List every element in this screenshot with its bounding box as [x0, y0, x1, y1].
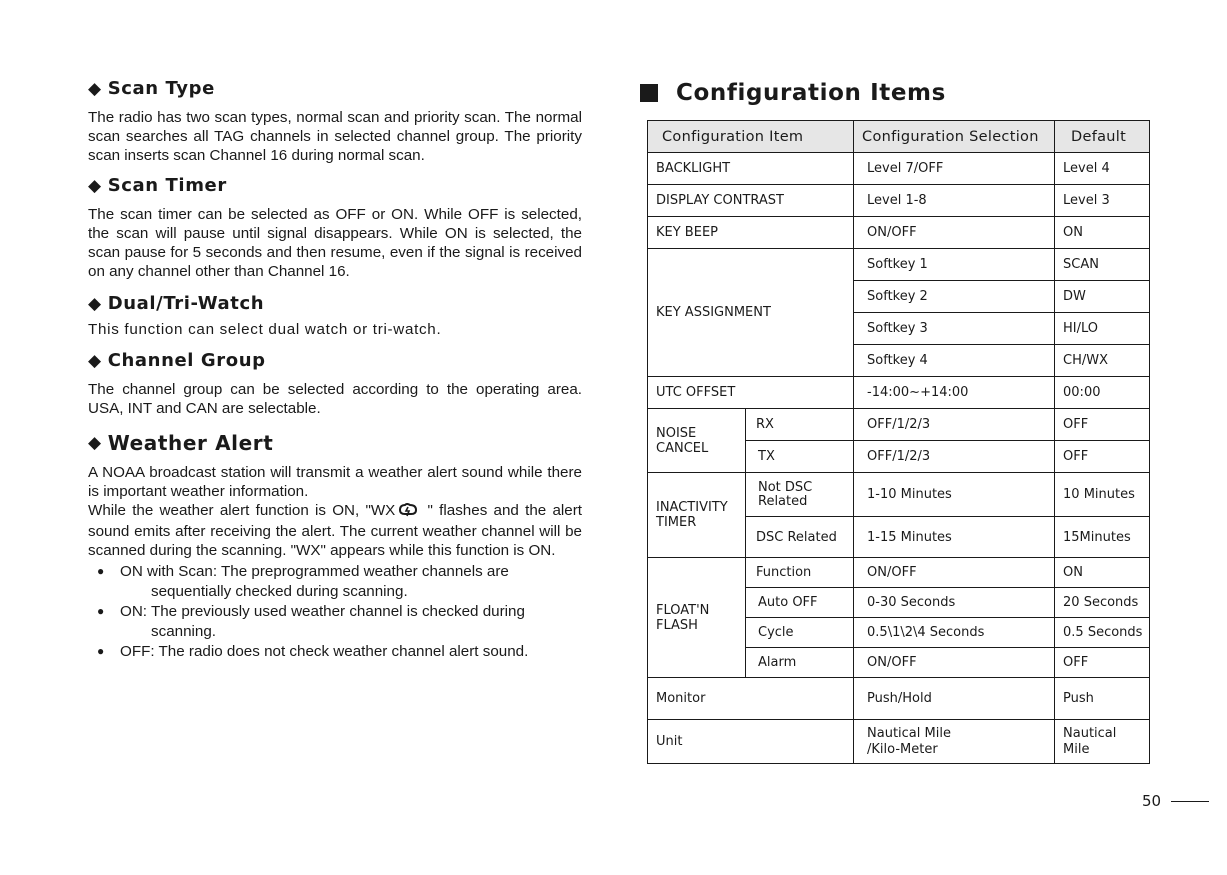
table-row	[648, 153, 1150, 185]
row-selection: -14:00~+14:00	[854, 377, 1055, 409]
row-selection: Softkey 4	[854, 345, 1055, 377]
row-default	[1055, 720, 1150, 764]
table-row	[648, 217, 1150, 249]
row-default: 15Minutes	[1055, 517, 1150, 558]
row-sub-item: Auto OFF	[746, 588, 854, 618]
table-row	[648, 185, 1150, 217]
row-default: OFF	[1055, 409, 1150, 441]
bullet-line: ON: The previously used weather channel is checked during	[120, 603, 525, 620]
row-selection: Softkey 1	[854, 249, 1055, 281]
row-default: 0.5 Seconds	[1055, 618, 1150, 648]
header-config-item: Configuration Item	[648, 121, 854, 153]
row-default: HI/LO	[1055, 313, 1150, 345]
table-row	[648, 473, 1150, 517]
table-row	[648, 558, 1150, 588]
row-sub-item: Cycle	[746, 618, 854, 648]
row-selection: ON/OFF	[854, 558, 1055, 588]
weather-alert-body-2	[88, 501, 582, 560]
dual-tri-watch-title: Dual/Tri-Watch	[107, 293, 265, 314]
weather-alert-title: Weather Alert	[107, 431, 274, 455]
row-default: OFF	[1055, 441, 1150, 473]
dual-tri-watch-heading	[88, 293, 582, 314]
row-selection: ON/OFF	[854, 217, 1055, 249]
list-item	[88, 642, 582, 662]
row-default: OFF	[1055, 648, 1150, 678]
row-default: CH/WX	[1055, 345, 1150, 377]
row-item: BACKLIGHT	[648, 153, 854, 185]
list-item	[88, 602, 582, 641]
channel-group-body: The channel group can be selected according to the operating area. USA, INT and CAN are selectable.	[88, 381, 582, 417]
weather-alert-body-2-post: " flashes and the alert sound emits after receiving the alert. The current weather channel will be scanned during the scanning. "WX" appears while this function is ON.	[88, 502, 582, 559]
row-default: 20 Seconds	[1055, 588, 1150, 618]
weather-alert-wx-icon	[397, 503, 419, 522]
bullet-dot-icon: ●	[97, 644, 105, 658]
row-selection: 1-10 Minutes	[854, 473, 1055, 517]
row-sub-item: Not DSC Related	[746, 473, 854, 517]
row-sub-item: Function	[746, 558, 854, 588]
row-default: Push	[1055, 678, 1150, 720]
scan-type-title: Scan Type	[107, 78, 215, 99]
row-item: KEY BEEP	[648, 217, 854, 249]
row-item: FLOAT'N FLASH	[648, 558, 746, 678]
scan-timer-heading	[88, 175, 582, 196]
bullet-line: ON with Scan: The preprogrammed weather channels are	[120, 563, 509, 580]
weather-alert-body-1: A NOAA broadcast station will transmit a weather alert sound while there is important weather information.	[88, 464, 582, 500]
row-item: INACTIVITY TIMER	[648, 473, 746, 558]
row-item: NOISE CANCEL	[648, 409, 746, 473]
weather-alert-bullets	[88, 562, 582, 662]
scan-timer-body: The scan timer can be selected as OFF or ON. While OFF is selected, the scan will pause until signal disappears. While ON is selected, the scan pause for 5 seconds and then resume, even if the signal is received on any channel other than Channel 16.	[88, 206, 582, 280]
page-number: 50	[1142, 792, 1162, 810]
row-item: KEY ASSIGNMENT	[648, 249, 854, 377]
bullet-line: OFF: The radio does not check weather channel alert sound.	[120, 643, 529, 660]
scan-timer-title: Scan Timer	[107, 175, 227, 196]
row-selection: Push/Hold	[854, 678, 1055, 720]
row-selection: ON/OFF	[854, 648, 1055, 678]
scan-type-heading	[88, 78, 582, 99]
table-row	[648, 377, 1150, 409]
weather-alert-body-2-pre: While the weather alert function is ON, "WX	[88, 502, 396, 519]
row-item: UTC OFFSET	[648, 377, 854, 409]
row-sub-item: Alarm	[746, 648, 854, 678]
square-bullet-icon	[640, 84, 658, 102]
row-selection: 1-15 Minutes	[854, 517, 1055, 558]
row-item: Monitor	[648, 678, 854, 720]
scan-type-body: The radio has two scan types, normal scan and priority scan. The normal scan searches all TAG channels in selected channel group. The priority scan inserts scan Channel 16 during normal scan.	[88, 109, 582, 164]
row-selection: Softkey 3	[854, 313, 1055, 345]
row-selection: Level 7/OFF	[854, 153, 1055, 185]
channel-group-heading	[88, 350, 582, 371]
table-header-row	[648, 121, 1150, 153]
row-selection: OFF/1/2/3	[854, 441, 1055, 473]
bullet-dot-icon: ●	[97, 604, 105, 618]
row-sub-item: DSC Related	[746, 517, 854, 558]
diamond-bullet-icon: ◆	[88, 78, 102, 99]
table-row	[648, 409, 1150, 441]
dual-tri-watch-body: This function can select dual watch or tri-watch.	[88, 321, 442, 338]
bullet-line-cont: scanning.	[151, 622, 217, 640]
config-table	[647, 120, 1150, 764]
channel-group-title: Channel Group	[107, 350, 266, 371]
row-item: DISPLAY CONTRAST	[648, 185, 854, 217]
header-default: Default	[1055, 121, 1150, 153]
row-default: ON	[1055, 217, 1150, 249]
row-default: DW	[1055, 281, 1150, 313]
row-sub-item: RX	[746, 409, 854, 441]
table-row	[648, 249, 1150, 281]
config-items-heading	[640, 80, 946, 106]
row-default: SCAN	[1055, 249, 1150, 281]
config-items-title: Configuration Items	[676, 80, 946, 106]
table-row	[648, 720, 1150, 764]
row-selection: 0.5\1\2\4 Seconds	[854, 618, 1055, 648]
row-selection: OFF/1/2/3	[854, 409, 1055, 441]
row-default: ON	[1055, 558, 1150, 588]
row-item: Unit	[648, 720, 854, 764]
diamond-bullet-icon: ◆	[88, 293, 102, 314]
row-selection	[854, 720, 1055, 764]
row-default: 10 Minutes	[1055, 473, 1150, 517]
diamond-bullet-icon: ◆	[88, 433, 102, 453]
row-sub-item: TX	[746, 441, 854, 473]
unit-default-line-1: Nautical	[1063, 725, 1117, 741]
weather-alert-heading	[88, 431, 582, 455]
header-config-selection: Configuration Selection	[854, 121, 1055, 153]
table-row	[648, 678, 1150, 720]
bullet-dot-icon: ●	[97, 564, 105, 578]
diamond-bullet-icon: ◆	[88, 175, 102, 196]
list-item	[88, 562, 582, 601]
diamond-bullet-icon: ◆	[88, 350, 102, 371]
row-default: 00:00	[1055, 377, 1150, 409]
row-selection: 0-30 Seconds	[854, 588, 1055, 618]
unit-default-line-2: Mile	[1063, 741, 1090, 757]
left-column	[88, 78, 582, 663]
page-number-rule	[1171, 801, 1209, 802]
row-selection: Level 1-8	[854, 185, 1055, 217]
bullet-line-cont: sequentially checked during scanning.	[151, 582, 408, 600]
unit-selection-line-1: Nautical Mile	[867, 725, 951, 741]
row-selection: Softkey 2	[854, 281, 1055, 313]
row-default: Level 4	[1055, 153, 1150, 185]
row-default: Level 3	[1055, 185, 1150, 217]
unit-selection-line-2: /Kilo-Meter	[867, 741, 938, 757]
